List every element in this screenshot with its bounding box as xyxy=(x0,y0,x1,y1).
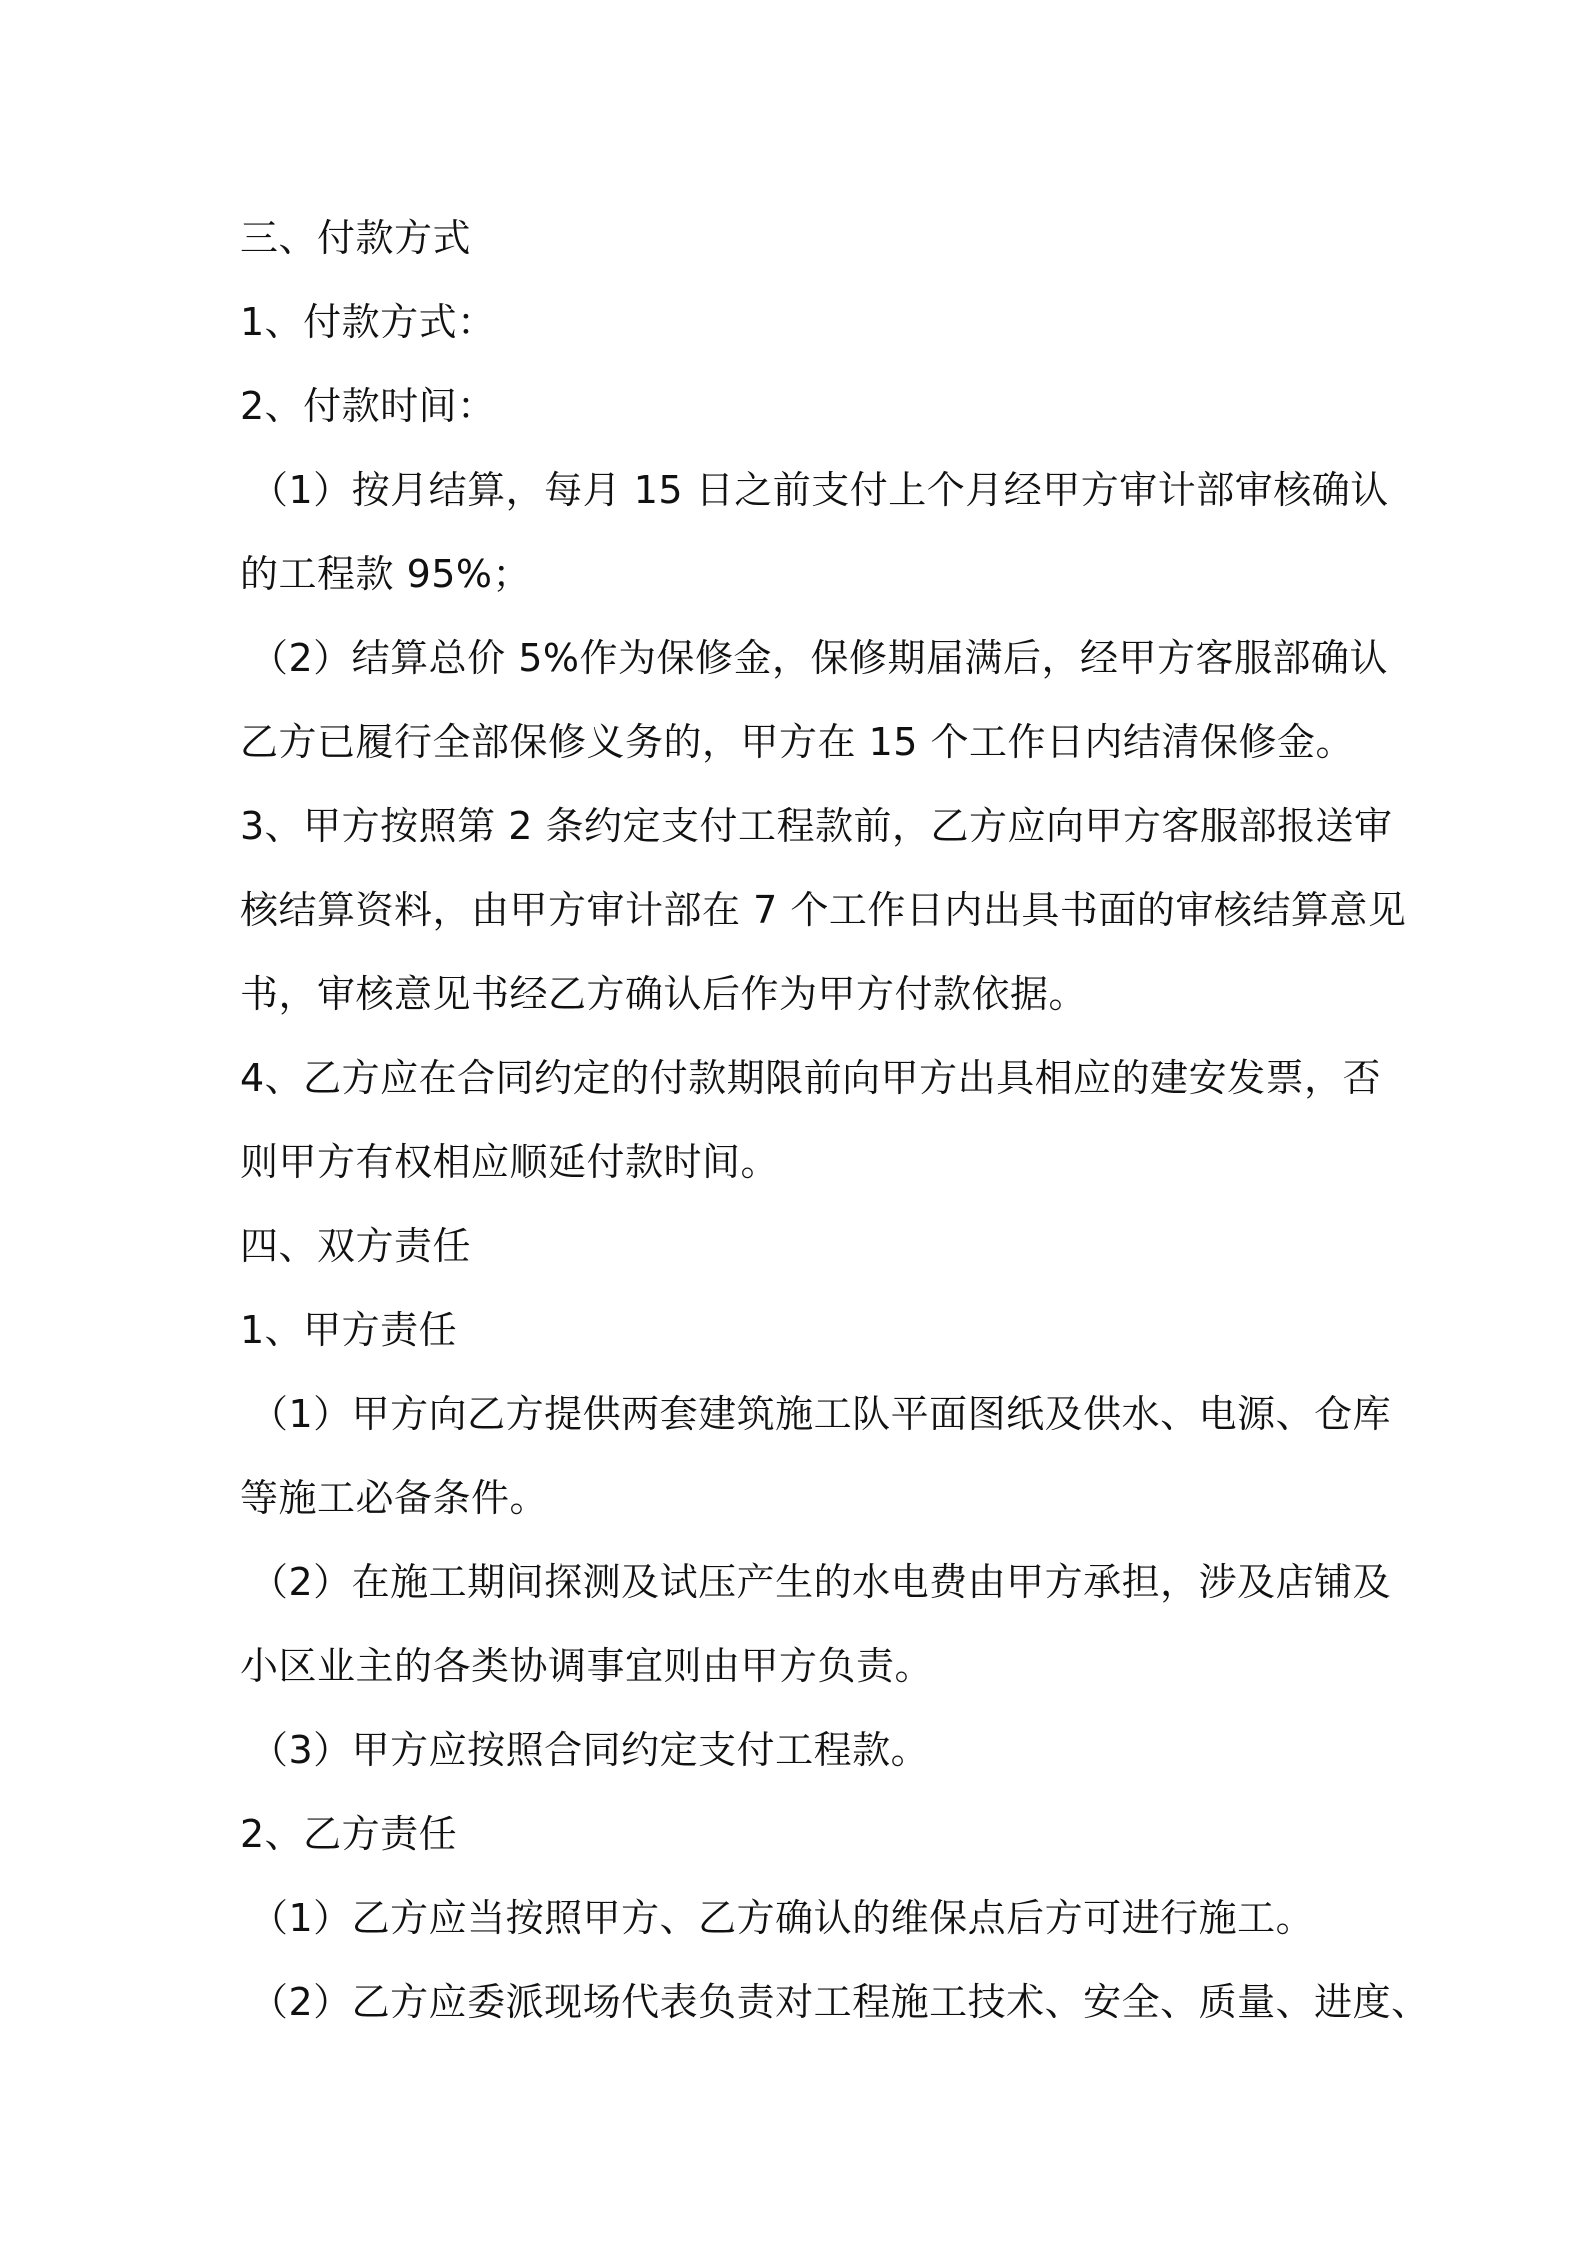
subclause-2-2: （2）结算总价 5%作为保修金，保修期届满后，经甲方客服部确认 xyxy=(250,636,1389,680)
clause-4-cont: 则甲方有权相应顺延付款时间。 xyxy=(240,1140,780,1184)
subclause-2-1: （1）按月结算，每月 15 日之前支付上个月经甲方审计部审核确认 xyxy=(250,468,1389,512)
clause-3-cont-2: 书，审核意见书经乙方确认后作为甲方付款依据。 xyxy=(240,972,1088,1016)
clause-2-payment-time: 2、付款时间： xyxy=(240,384,496,428)
party-a-subclause-1: （1）甲方向乙方提供两套建筑施工队平面图纸及供水、电源、仓库 xyxy=(250,1392,1392,1436)
party-a-subclause-2-cont: 小区业主的各类协调事宜则由甲方负责。 xyxy=(240,1644,934,1688)
subclause-2-1-cont: 的工程款 95%； xyxy=(240,552,532,596)
party-b-responsibility-heading: 2、乙方责任 xyxy=(240,1812,458,1856)
party-b-subclause-2: （2）乙方应委派现场代表负责对工程施工技术、安全、质量、进度、 xyxy=(250,1980,1430,2024)
document-page xyxy=(240,196,1430,2044)
clause-4: 4、乙方应在合同约定的付款期限前向甲方出具相应的建安发票，否 xyxy=(240,1056,1382,1100)
clause-3: 3、甲方按照第 2 条约定支付工程款前，乙方应向甲方客服部报送审 xyxy=(240,804,1393,848)
party-a-subclause-3: （3）甲方应按照合同约定支付工程款。 xyxy=(250,1728,930,1772)
clause-3-cont-1: 核结算资料，由甲方审计部在 7 个工作日内出具书面的审核结算意见 xyxy=(240,888,1407,932)
party-a-subclause-1-cont: 等施工必备条件。 xyxy=(240,1476,549,1520)
party-a-subclause-2: （2）在施工期间探测及试压产生的水电费由甲方承担，涉及店铺及 xyxy=(250,1560,1392,1604)
clause-1-payment-method: 1、付款方式： xyxy=(240,300,496,344)
party-b-subclause-1: （1）乙方应当按照甲方、乙方确认的维保点后方可进行施工。 xyxy=(250,1896,1315,1940)
subclause-2-2-cont: 乙方已履行全部保修义务的，甲方在 15 个工作日内结清保修金。 xyxy=(240,720,1355,764)
section-heading-responsibilities: 四、双方责任 xyxy=(240,1224,472,1268)
section-heading-payment: 三、付款方式 xyxy=(240,216,472,260)
party-a-responsibility-heading: 1、甲方责任 xyxy=(240,1308,458,1352)
